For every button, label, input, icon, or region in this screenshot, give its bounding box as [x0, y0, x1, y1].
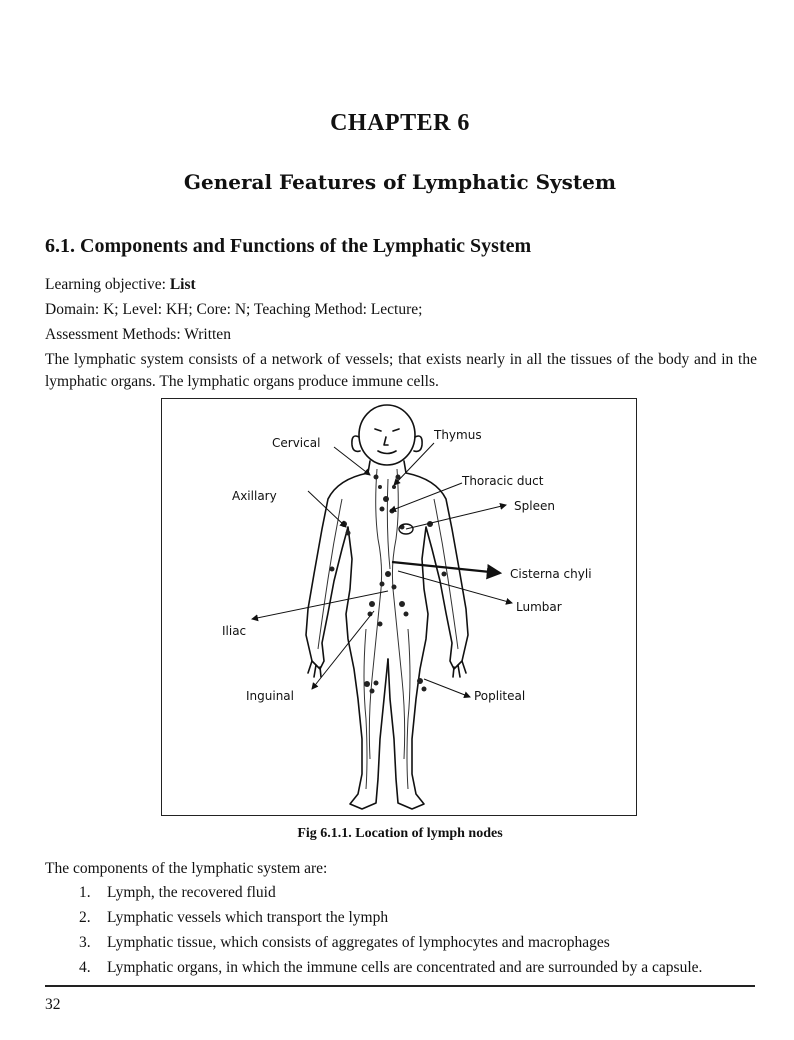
list-item — [79, 909, 702, 934]
list-text: Lymphatic organs, in which the immune cells are concentrated and are surrounded by a capsule. — [107, 959, 703, 976]
intro-paragraph: The lymphatic system consists of a network of vessels; that exists nearly in all the tissues of the body and in the lymphatic organs. The lymphatic organs produce immune cells. — [45, 351, 757, 390]
lymph-vessels — [318, 469, 458, 789]
label-thoracic-duct: Thoracic duct — [462, 474, 544, 488]
list-text: Lymphatic vessels which transport the lymph — [107, 909, 389, 926]
label-spleen: Spleen — [514, 499, 555, 513]
document-page — [45, 0, 755, 1040]
chapter-heading: CHAPTER 6 — [330, 110, 470, 136]
list-text: Lymph, the recovered fluid — [107, 884, 276, 901]
list-item — [79, 959, 702, 984]
page-number: 32 — [45, 996, 61, 1013]
label-iliac: Iliac — [222, 624, 247, 638]
label-cervical: Cervical — [272, 436, 321, 450]
list-number: 3. — [79, 934, 91, 951]
list-number: 2. — [79, 909, 91, 926]
label-cisterna-chyli: Cisterna chyli — [510, 567, 592, 581]
list-number: 4. — [79, 959, 91, 976]
list-item — [79, 934, 702, 959]
figure-caption: Fig 6.1.1. Location of lymph nodes — [297, 826, 503, 841]
label-lumbar: Lumbar — [516, 600, 562, 614]
chapter-title: General Features of Lymphatic System — [183, 170, 617, 194]
assessment-line: Assessment Methods: Written — [45, 326, 231, 343]
list-item — [79, 884, 702, 909]
label-axillary: Axillary — [232, 489, 277, 503]
lymph-nodes-figure — [161, 398, 637, 816]
learning-objective-label: Learning objective: — [45, 276, 170, 293]
learning-objective-line — [45, 276, 196, 294]
components-intro: The components of the lymphatic system are: — [45, 860, 328, 877]
components-list — [79, 884, 702, 984]
section-heading: 6.1. Components and Functions of the Lymphatic System — [45, 235, 532, 257]
list-number: 1. — [79, 884, 91, 901]
domain-line: Domain: K; Level: KH; Core: N; Teaching Method: Lecture; — [45, 301, 423, 318]
list-text: Lymphatic tissue, which consists of aggregates of lymphocytes and macrophages — [107, 934, 610, 951]
body-diagram — [162, 399, 638, 817]
label-inguinal: Inguinal — [246, 689, 294, 703]
body-outline — [306, 405, 468, 809]
footer-rule — [45, 985, 755, 987]
label-popliteal: Popliteal — [474, 689, 526, 703]
label-thymus: Thymus — [434, 428, 482, 442]
learning-objective-value: List — [169, 276, 196, 293]
